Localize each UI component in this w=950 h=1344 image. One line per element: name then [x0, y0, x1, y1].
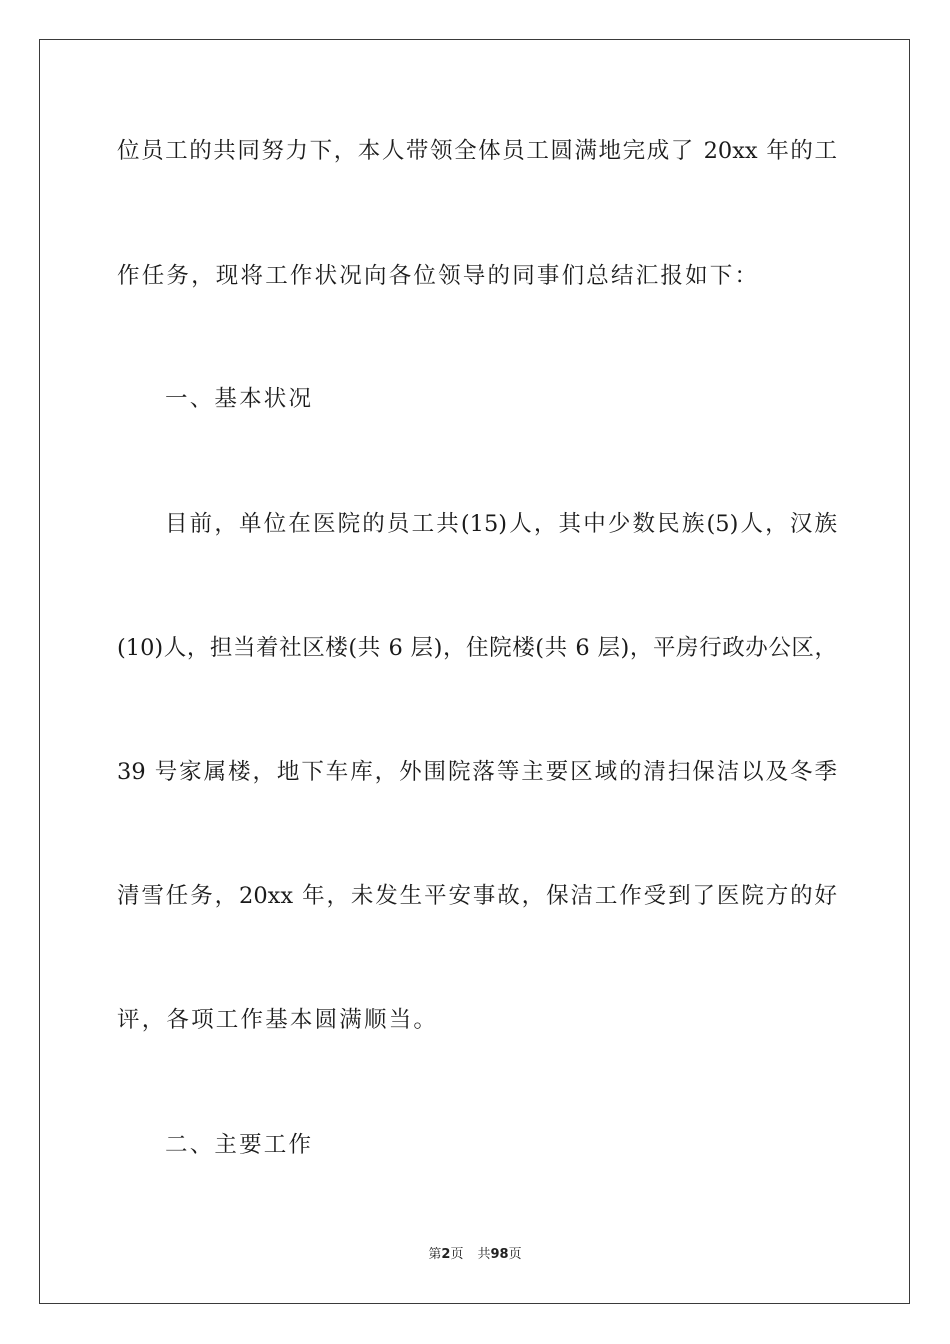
body-text-line: 清雪任务，20xx 年，未发生平安事故，保洁工作受到了医院方的好 [117, 883, 837, 909]
body-text-line: 39 号家属楼，地下车库，外围院落等主要区域的清扫保洁以及冬季 [117, 759, 837, 785]
body-text-line: 位员工的共同努力下，本人带领全体员工圆满地完成了 20xx 年的工 [117, 138, 837, 164]
total-prefix: 共 [477, 1247, 491, 1262]
total-suffix: 页 [508, 1247, 522, 1262]
page-footer [0, 1246, 950, 1264]
page-number: 2 [441, 1247, 451, 1262]
page-prefix: 第 [428, 1247, 442, 1262]
body-text-line: 作任务，现将工作状况向各位领导的同事们总结汇报如下： [117, 263, 760, 289]
body-text-line: 目前，单位在医院的员工共(15)人，其中少数民族(5)人，汉族 [165, 511, 837, 537]
section-heading: 一、基本状况 [165, 386, 314, 412]
page-border [39, 39, 910, 1304]
body-text-line: (10)人，担当着社区楼(共 6 层)，住院楼(共 6 层)，平房行政办公区， [117, 635, 837, 661]
section-heading: 二、主要工作 [165, 1132, 314, 1158]
page-suffix: 页 [450, 1247, 464, 1262]
total-pages: 98 [490, 1247, 509, 1262]
body-text-line: 评，各项工作基本圆满顺当。 [117, 1007, 439, 1033]
